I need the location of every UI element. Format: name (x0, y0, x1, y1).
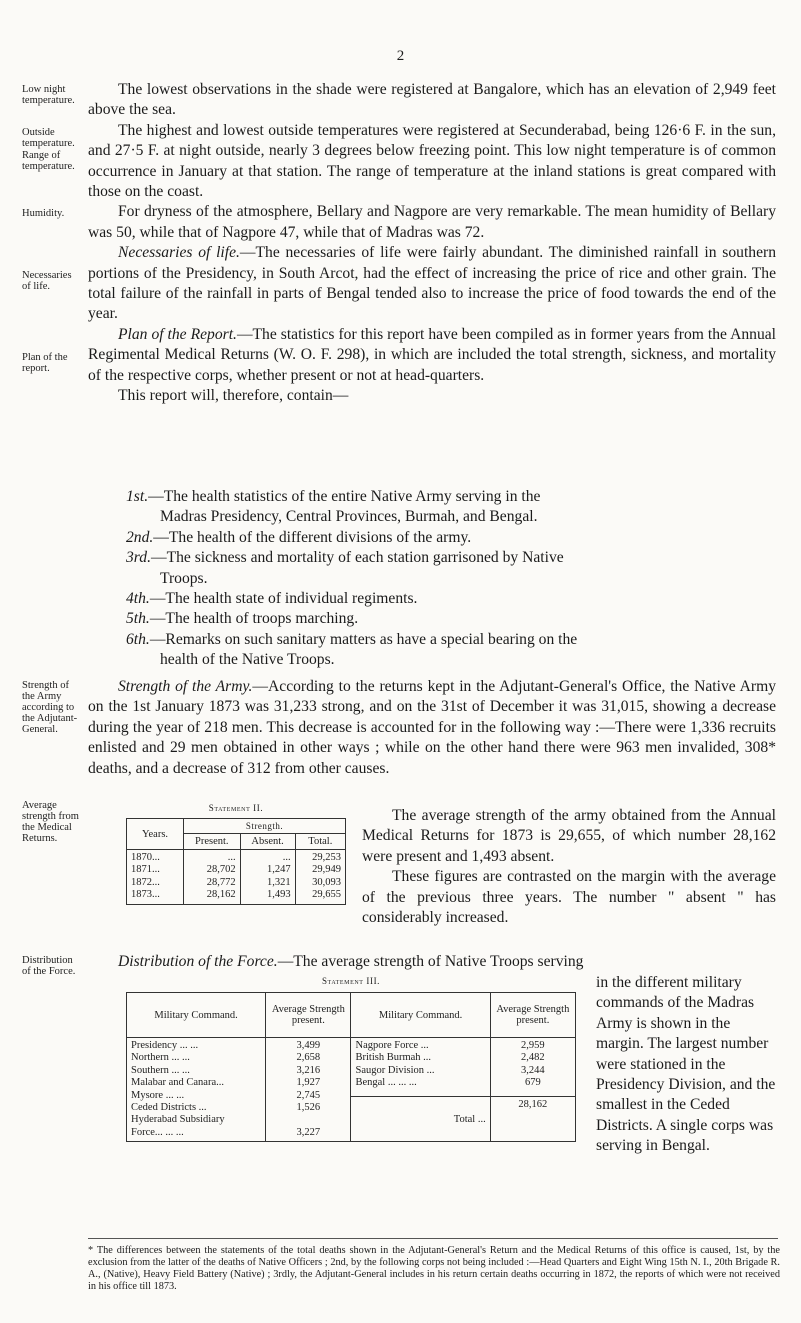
footnote: * The differences between the statements of the total deaths shown in the Adjutant-General's Return and the Medical Returns of this office is caused, 1st, by the exclusion from the latter of the deaths of Native Officers ; 2nd, by the following corps not being included :—Head Quarters and Eight Wing 15th N. I., 20th Brigade R. A., (Native), Heavy Field Battery (Native) ; 3rdly, the Adjutant-General includes in his return certain deaths occurring in 1872, the reports of which were not received in his office till 1873. (88, 1245, 780, 1292)
body-distribution (88, 952, 776, 972)
paragraph-secunderabad: The highest and lowest outside temperatures were registered at Secunderabad, being 126·6 F. in the sun, and 27·5 F. at night outside, nearly 3 degrees below freezing point. This low night temperature is of common occurrence in January at that station. The range of temperature at the inland stations is great compared with those on the coast. (88, 121, 776, 201)
paragraph-distribution (88, 952, 776, 972)
paragraph-humidity: For dryness of the atmosphere, Bellary and Nagpore are very remarkable. The mean humidity of Bellary was 50, while that of Nagpore 47, while that of Madras was 72. (88, 203, 776, 241)
paragraph-contrast: These figures are contrasted on the margin with the average of the previous three years. The number " absent " has considerably increased. (362, 868, 776, 927)
list-item: 6th.—Remarks on such sanitary matters as have a special bearing on the health of the Native Troops. (126, 630, 578, 669)
list-item: 5th.—The health of troops marching. (126, 610, 359, 628)
heading-strength: Strength of the Army. (118, 678, 253, 695)
statement-2-table (126, 818, 346, 905)
text-necessaries: —The necessaries of life were fairly abundant. The diminished rainfall in southern portions of the Presidency, in South Arcot, had the effect of increasing the price of rice and other grain. The total failure of the rainfall in parts of Bengal tended also to increase the price of food towards the end of the year. (88, 244, 777, 323)
list-item: 4th.—The health state of individual regiments. (126, 590, 418, 608)
total-label: Total ... (351, 1097, 490, 1142)
text-strength: —According to the returns kept in the Adjutant-General's Office, the Native Army on the 1st January 1873 was 31,233 strong, and on the 31st of December it was 31,015, showing a decrease during the year of 218 men. This decrease is accounted for in the following way :—There were 1,336 recruits enlisted and 29 men obtained in other ways ; while on the other hand there were 963 men invalided, 308* deaths, and a decrease of 312 from other causes. (88, 678, 776, 777)
paragraph-plan (88, 325, 776, 386)
margin-note-distribution: Distribution of the Force. (22, 955, 76, 977)
col-total: Total. (295, 834, 345, 850)
margin-note-necessaries: Necessaries of life. (22, 270, 72, 292)
statement-3-table (126, 992, 576, 1142)
margin-note-range-temperature: Range of temperature. (22, 150, 75, 172)
contents-list (126, 487, 776, 671)
heading-distribution: Distribution of the Force. (118, 953, 278, 970)
table-row: Presidency ... ... Northern ... ... Southern ... ... Malabar and Canara... Mysore ... ... Ceded Districts ... Hyderabad Subsidiary Force... ... ... 3,499 2,658 3,216 1,927 2,745 1,526 3,227 Nagpore Force ... British Burmah ... Saugor Division ... Bengal ... ... ... 2,959 2,482 3,244 679 (127, 1038, 576, 1097)
paragraph-contents-intro: This report will, therefore, contain— (118, 387, 349, 405)
col-command-left: Military Command. (127, 993, 266, 1038)
footnote-rule (88, 1238, 778, 1239)
average-strength-text (362, 806, 776, 928)
margin-note-outside-temperature: Outside temperature. (22, 127, 75, 149)
col-strength: Strength. (184, 819, 346, 834)
distribution-side-text: in the different military commands of the Madras Army is shown in the margin. The largest number were stationed in the Presidency Division, and the smallest in the Ceded Districts. A single corps was serving in Bengal. (596, 974, 776, 1155)
paragraph-bangalore: The lowest observations in the shade were registered at Bangalore, which has an elevation of 2,949 feet above the sea. (88, 81, 776, 119)
col-present: Present. (184, 834, 241, 850)
body-upper (88, 80, 776, 407)
table-row: 1870... 1871... 1872... 1873... ... 28,702 28,772 28,162 ... 1,247 1,321 1,493 29,253 29,949 30,093 29,655 (127, 850, 346, 905)
paragraph-average: The average strength of the army obtained from the Annual Medical Returns for 1873 is 29,655, of which number 28,162 were present and 1,493 absent. (362, 807, 776, 865)
col-command-right: Military Command. (351, 993, 490, 1038)
paragraph-strength (88, 677, 776, 779)
heading-plan: Plan of the Report. (118, 325, 237, 343)
text-plan: —The statistics for this report have been compiled as in former years from the Annual Regimental Medical Returns (W. O. F. 298), in which are included the total strength, sickness, and mortality of the respective corps, whether present or not at head-quarters. (88, 325, 776, 384)
col-years: Years. (127, 819, 184, 850)
margin-note-plan: Plan of the report. (22, 352, 68, 374)
col-absent: Absent. (240, 834, 295, 850)
list-item: 2nd.—The health of the different divisions of the army. (126, 528, 472, 546)
statement-3-title: Statement III. (321, 976, 381, 986)
margin-note-average: Average strength from the Medical Returns. (22, 800, 79, 844)
statement-2-title: Statement II. (208, 803, 264, 813)
paragraph-necessaries (88, 243, 776, 325)
col-average-right: Average Strength present. (490, 993, 575, 1038)
body-strength (88, 677, 776, 779)
page-number: 2 (396, 48, 405, 64)
total-value: 28,162 (490, 1097, 575, 1142)
list-item: 1st.—The health statistics of the entire Native Army serving in the Madras Presidency, Central Provinces, Burmah, and Bengal. (126, 488, 541, 526)
col-average-left: Average Strength present. (266, 993, 351, 1038)
margin-note-strength: Strength of the Army according to the Adjutant-General. (22, 680, 78, 735)
list-item: 3rd.—The sickness and mortality of each station garrisoned by Native Troops. (126, 549, 564, 587)
heading-necessaries: Necessaries of life. (118, 244, 240, 262)
margin-note-humidity: Humidity. (22, 208, 65, 219)
margin-note-low-night: Low night temperature. (22, 84, 75, 106)
text-distribution: —The average strength of Native Troops serving (277, 953, 584, 970)
